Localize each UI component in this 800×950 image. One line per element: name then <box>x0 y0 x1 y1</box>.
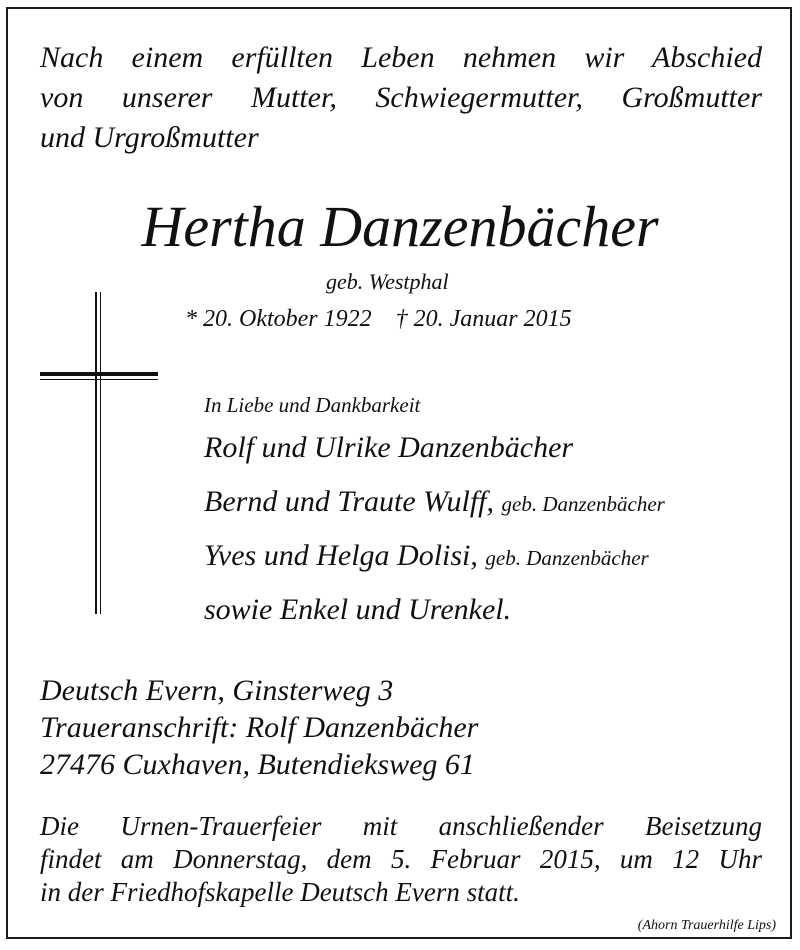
life-dates: * 20. Oktober 1922 † 20. Januar 2015 <box>185 306 572 332</box>
cross-horizontal-bar <box>40 372 158 376</box>
cross-vertical-line <box>100 292 101 614</box>
cross-horizontal-line <box>40 379 158 380</box>
family-row <box>204 422 784 476</box>
service-line: Die Urnen-Trauerfeier mit anschließender Beisetzung <box>40 811 762 841</box>
intro-line: und Urgroßmutter <box>40 121 259 154</box>
family-names: Yves und Helga Dolisi, <box>204 539 478 572</box>
intro-line: Nach einem erfüllten Leben nehmen wir Abschied <box>40 41 762 74</box>
service-line: findet am Donnerstag, dem 5. Februar 2015, um 12 Uhr <box>40 844 762 874</box>
family-intro: In Liebe und Dankbarkeit <box>204 393 421 417</box>
family-row <box>204 584 784 638</box>
family-row <box>204 476 784 530</box>
address-line: Traueranschrift: Rolf Danzenbächer <box>40 711 479 744</box>
intro-text <box>40 38 762 158</box>
funeral-home-credit: (Ahorn Trauerhilfe Lips) <box>637 918 776 933</box>
deceased-name: Hertha Danzenbächer <box>141 194 659 259</box>
cross-vertical-bar <box>95 292 97 614</box>
intro-line: von unserer Mutter, Schwiegermutter, Großmutter <box>40 81 762 114</box>
address-line: Deutsch Evern, Ginsterweg 3 <box>40 674 394 707</box>
family-note: geb. Danzenbächer <box>501 492 665 516</box>
service-line: in der Friedhofskapelle Deutsch Evern statt. <box>40 877 520 907</box>
address-block <box>40 672 478 783</box>
family-row <box>204 530 784 584</box>
family-note: geb. Danzenbächer <box>485 546 649 570</box>
family-names: Rolf und Ulrike Danzenbächer <box>204 431 574 464</box>
family-names: Bernd und Traute Wulff, <box>204 485 495 518</box>
family-list <box>204 390 784 638</box>
maiden-name: geb. Westphal <box>326 269 449 294</box>
service-info <box>40 810 762 909</box>
address-line: 27476 Cuxhaven, Butendieksweg 61 <box>40 748 475 781</box>
family-names: sowie Enkel und Urenkel. <box>204 593 512 626</box>
